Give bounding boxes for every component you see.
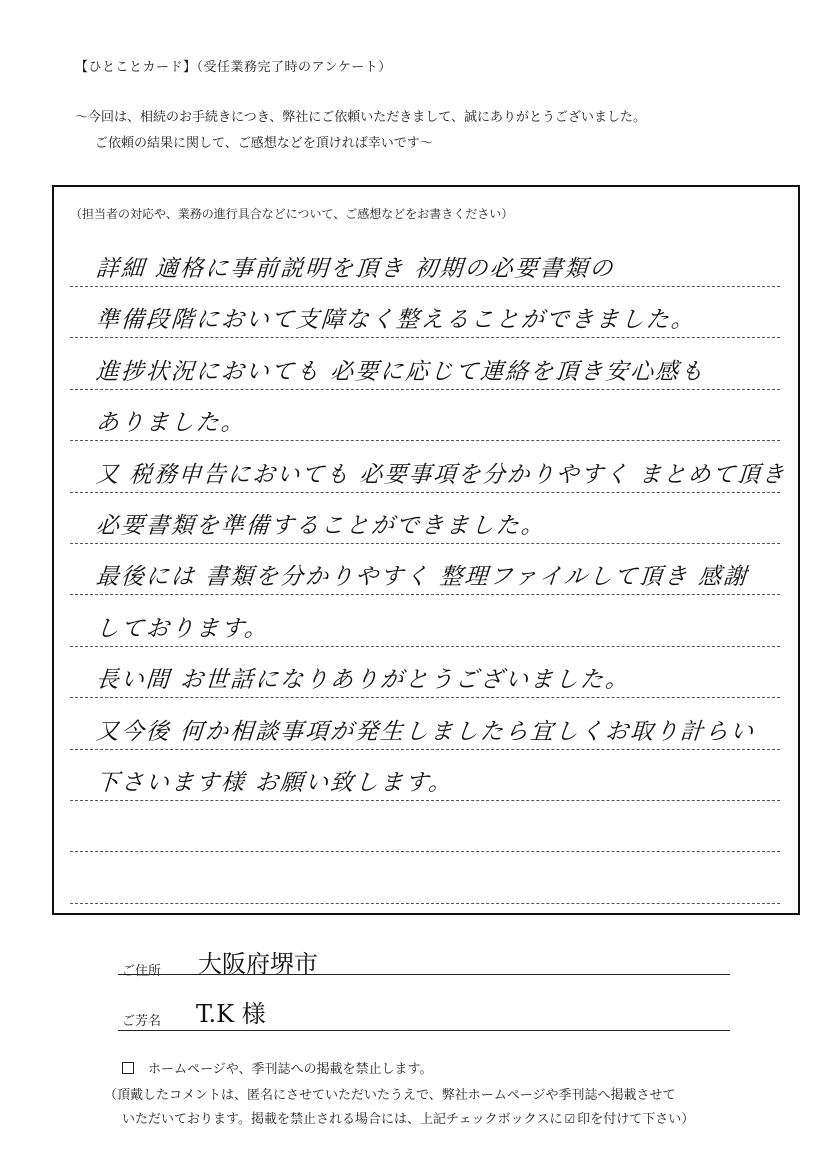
handwritten-comment-line: ありました。 (94, 410, 247, 436)
ruled-line (70, 903, 780, 904)
handwritten-comment-line: 進捗状況においても 必要に応じて連絡を頂き安心感も (94, 359, 707, 385)
comment-prompt: （担当者の対応や、業務の進行具合などについて、ご感想などをお書きください） (70, 207, 514, 221)
notice-line-2-text-a: いただいております。掲載を禁止される場合には、上記チェックボックスに (122, 1112, 563, 1127)
ruled-line (70, 543, 780, 544)
comment-box (52, 185, 800, 915)
ruled-line (70, 749, 780, 750)
handwritten-comment-line: 長い間 お世話になりありがとうございました。 (94, 667, 632, 693)
handwritten-comment-line: しております。 (94, 616, 270, 642)
ruled-line (70, 697, 780, 698)
handwritten-comment-line: 又 税務申告においても 必要事項を分かりやすく まとめて頂き (94, 462, 788, 488)
handwritten-comment-line: 最後には 書類を分かりやすく 整理ファイルして頂き 感謝 (94, 564, 750, 590)
notice-line-2 (122, 1108, 694, 1127)
notice-line-2-text-b: 印を付けて下さい） (577, 1112, 695, 1127)
ruled-line (70, 594, 780, 595)
handwritten-comment-line: 下さいます様 お願い致します。 (94, 770, 455, 796)
card-title: 【ひとことカード】（受任業務完了時のアンケート） (75, 60, 392, 75)
ruled-line (70, 286, 780, 287)
handwritten-comment-line: 詳細 適格に事前説明を頂き 初期の必要書類の (94, 256, 616, 282)
ruled-line (70, 492, 780, 493)
check-mark-icon: ☑ (564, 1112, 576, 1126)
handwritten-comment-line: 準備段階において支障なく整えることができました。 (94, 307, 697, 333)
address-underline (118, 974, 730, 975)
name-underline (118, 1030, 730, 1031)
ruled-line (70, 389, 780, 390)
ruled-line (70, 800, 780, 801)
name-label: ご芳名 (122, 1014, 162, 1029)
address-value: 大阪府堺市 (198, 950, 318, 978)
handwritten-comment-line: 又今後 何か相談事項が発生しましたら宜しくお取り計らい (94, 719, 757, 745)
intro-text-line-2: ご依頼の結果に関して、ご感想などを頂ければ幸いです～ (95, 136, 433, 151)
ruled-line (70, 440, 780, 441)
publish-prohibit-checkbox[interactable] (122, 1062, 134, 1074)
notice-line-1: （頂戴したコメントは、匿名にさせていただいたうえで、弊社ホームページや季刊誌へ掲載させて (104, 1088, 676, 1103)
name-value: T.K 様 (196, 1000, 266, 1028)
ruled-line (70, 337, 780, 338)
address-label: ご住所 (122, 964, 162, 979)
ruled-line (70, 851, 780, 852)
publish-prohibit-option[interactable] (122, 1058, 432, 1077)
ruled-line (70, 646, 780, 647)
publish-prohibit-label: ホームページや、季刊誌への掲載を禁止します。 (148, 1062, 433, 1077)
handwritten-comment-line: 必要書類を準備することができました。 (94, 513, 547, 539)
intro-text-line-1: ～今回は、相続のお手続きにつき、弊社にご依頼いただきまして、誠にありがとうございました。 (75, 110, 646, 125)
